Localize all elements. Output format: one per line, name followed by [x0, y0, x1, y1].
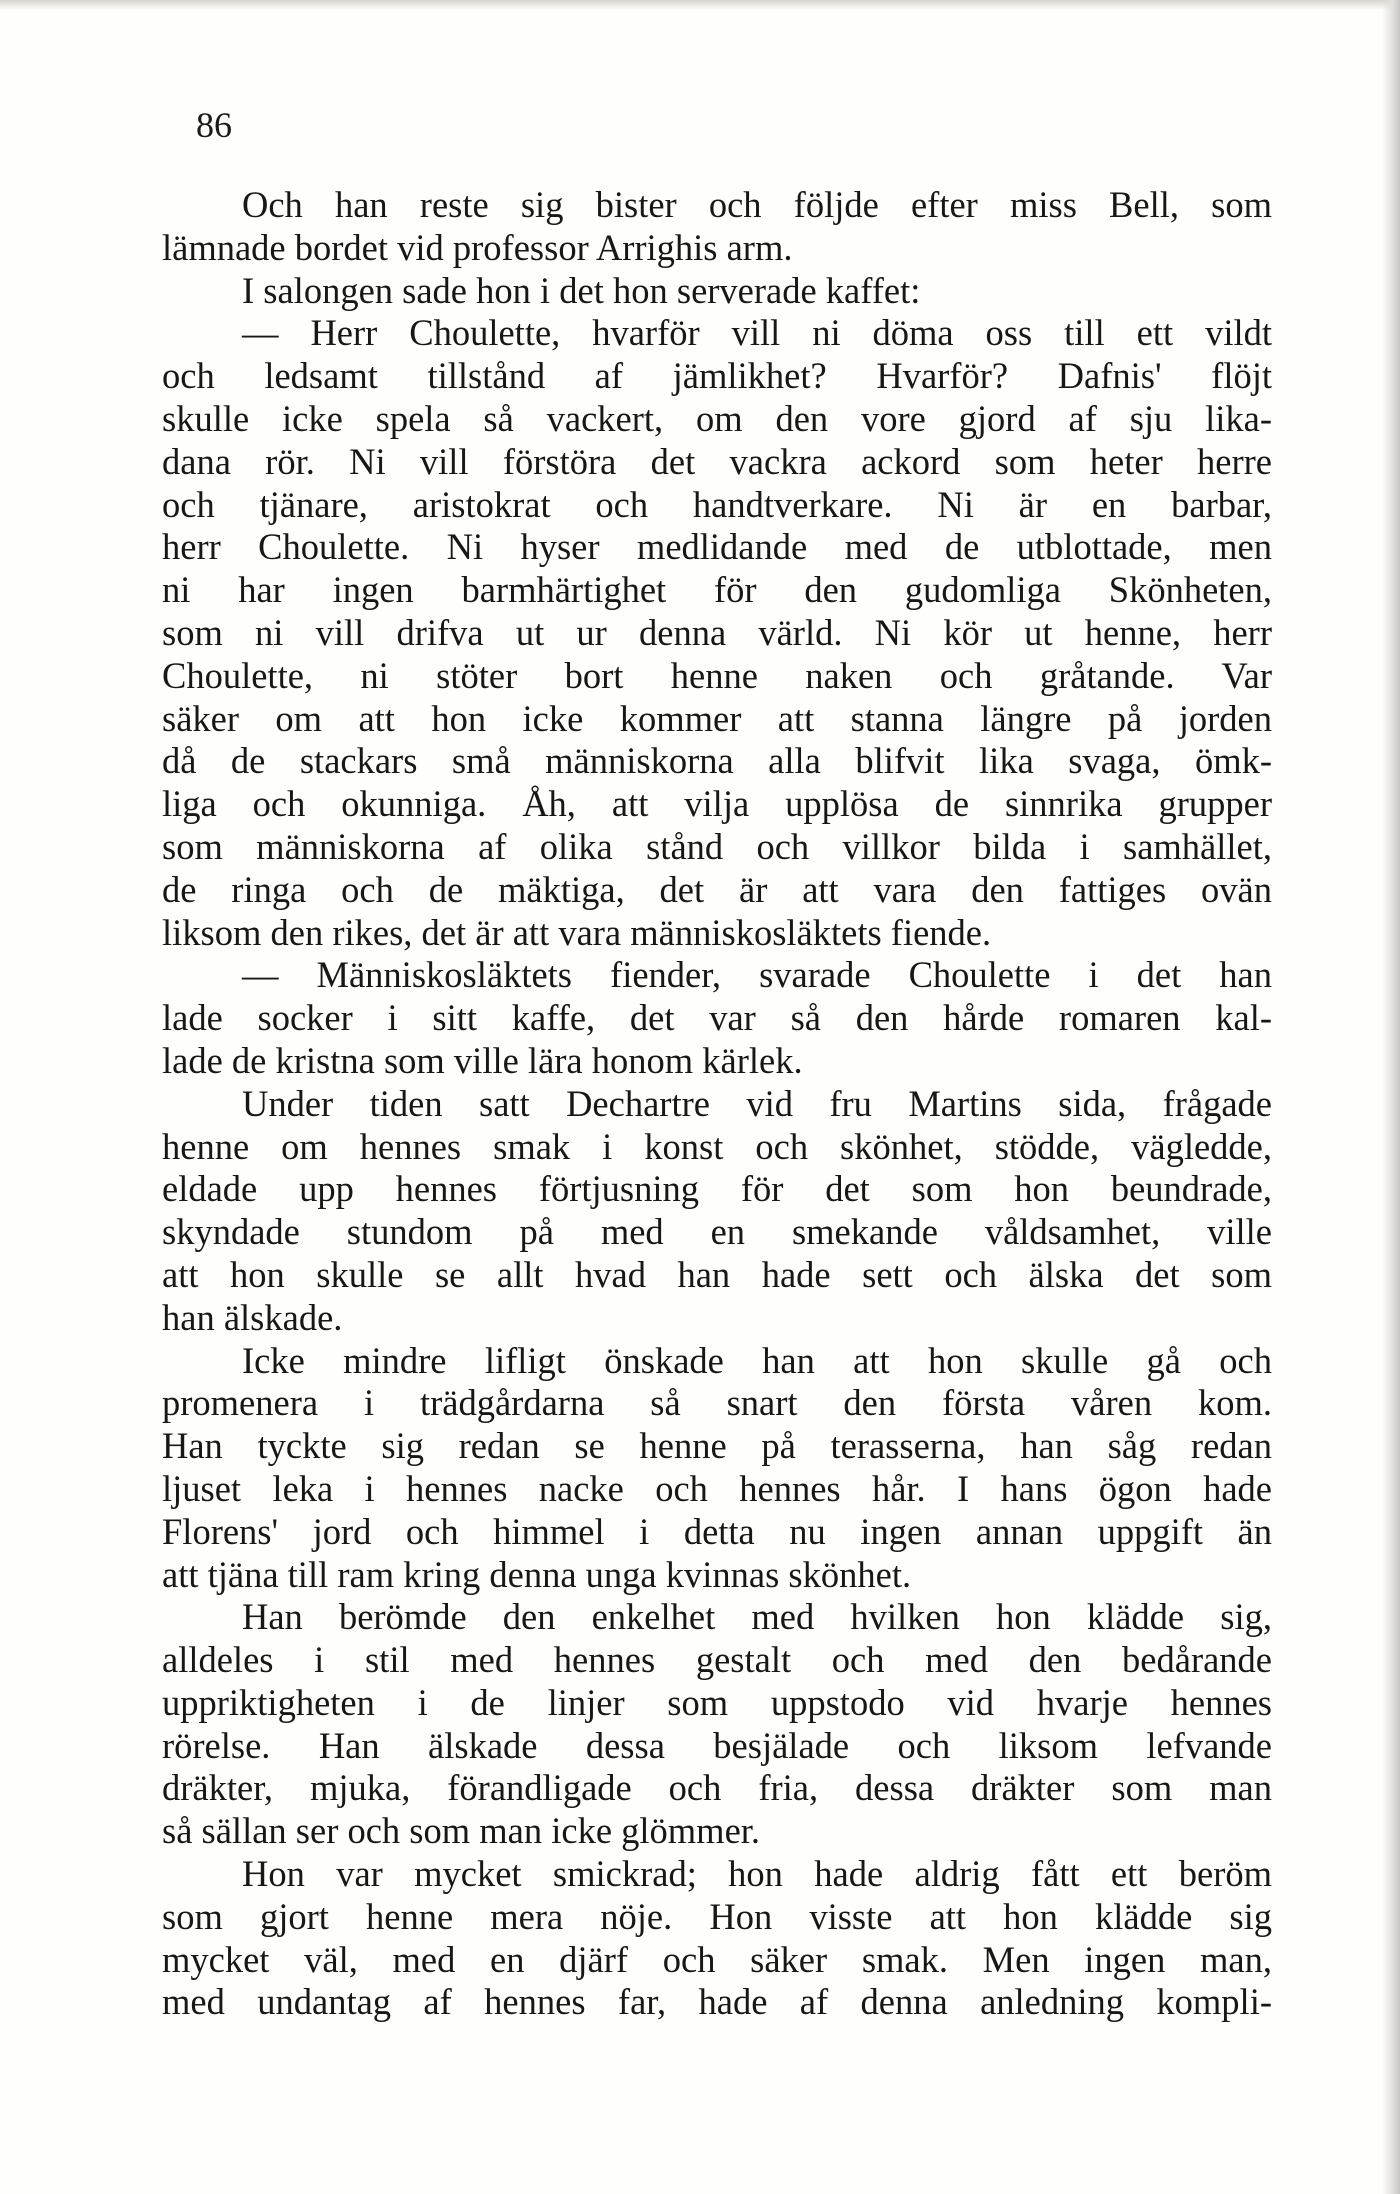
text-line: Choulette, ni stöter bort henne naken och gråtande. Var [162, 654, 1272, 696]
text-line: herr Choulette. Ni hyser medlidande med de utblottade, men [162, 526, 1272, 568]
text-line: lade socker i sitt kaffe, det var så den hårde romaren kal- [162, 997, 1272, 1039]
text-line: liksom den rikes, det är att vara människosläktets fiende. [162, 911, 992, 953]
text-line: eldade upp hennes förtjusning för det som hon beundrade, [162, 1168, 1272, 1210]
text-line: ni har ingen barmhärtighet för den gudomliga Skönheten, [162, 569, 1272, 611]
text-line: så sällan ser och som man icke glömmer. [162, 1810, 761, 1852]
text-line: Och han reste sig bister och följde efter miss Bell, som [242, 184, 1272, 225]
text-line: mycket väl, med en djärf och säker smak. Men ingen man, [162, 1938, 1272, 1980]
text-line: han älskade. [162, 1296, 343, 1338]
text-line: promenera i trädgårdarna så snart den första våren kom. [162, 1382, 1272, 1424]
page-number: 86 [196, 105, 232, 145]
paragraph [162, 270, 1272, 313]
text-line: uppriktigheten i de linjer som uppstodo vid hvarje hennes [162, 1681, 1272, 1723]
text-line: I salongen sade hon i det hon serverade kaffet: [242, 269, 921, 311]
paragraph [162, 1853, 1272, 2024]
text-line: — Herr Choulette, hvarför vill ni döma oss till ett vildt [242, 312, 1272, 354]
text-line: att hon skulle se allt hvad han hade sett och älska det som [162, 1253, 1272, 1295]
text-line: som ni vill drifva ut ur denna värld. Ni kör ut henne, herr [162, 611, 1272, 653]
text-line: dräkter, mjuka, förandligade och fria, dessa dräkter som man [162, 1767, 1272, 1809]
text-line: liga och okunniga. Åh, att vilja upplösa de sinnrika grupper [162, 783, 1272, 825]
text-line: att tjäna till ram kring denna unga kvinnas skönhet. [162, 1553, 912, 1595]
paragraph [162, 184, 1272, 270]
text-line: skulle icke spela så vackert, om den vore gjord af sju lika- [162, 397, 1272, 439]
text-line: som människorna af olika stånd och villkor bilda i samhället, [162, 825, 1272, 867]
text-line: då de stackars små människorna alla blifvit lika svaga, ömk- [162, 740, 1272, 782]
text-line: henne om hennes smak i konst och skönhet, stödde, vägledde, [162, 1125, 1272, 1167]
paragraph [162, 312, 1272, 954]
text-line: Han tyckte sig redan se henne på terasserna, han såg redan [162, 1425, 1272, 1467]
text-line: skyndade stundom på med en smekande våldsamhet, ville [162, 1211, 1272, 1253]
text-line: Icke mindre lifligt önskade han att hon skulle gå och [242, 1339, 1272, 1381]
text-line: och tjänare, aristokrat och handtverkare. Ni är en barbar, [162, 483, 1272, 525]
paragraph [162, 1340, 1272, 1597]
paragraph [162, 954, 1272, 1082]
page-right-edge [1382, 0, 1400, 2194]
text-line: ljuset leka i hennes nacke och hennes hår. I hans ögon hade [162, 1467, 1272, 1509]
text-line: Hon var mycket smickrad; hon hade aldrig fått ett beröm [242, 1853, 1272, 1895]
page-top-edge [0, 0, 1400, 10]
paragraph [162, 1596, 1272, 1853]
text-line: som gjort henne mera nöje. Hon visste att hon klädde sig [162, 1895, 1272, 1937]
text-line: de ringa och de mäktiga, det är att vara den fattiges ovän [162, 868, 1272, 910]
text-line: Under tiden satt Dechartre vid fru Martins sida, frågade [242, 1082, 1272, 1124]
text-line: och ledsamt tillstånd af jämlikhet? Hvarför? Dafnis' flöjt [162, 355, 1272, 397]
paragraph [162, 1083, 1272, 1340]
text-line: lämnade bordet vid professor Arrighis arm. [162, 226, 793, 268]
text-line: — Människosläktets fiender, svarade Choulette i det han [242, 954, 1272, 996]
text-line: lade de kristna som ville lära honom kärlek. [162, 1039, 803, 1081]
text-line: med undantag af hennes far, hade af denna anledning kompli- [162, 1981, 1272, 2023]
text-line: rörelse. Han älskade dessa besjälade och liksom lefvande [162, 1724, 1272, 1766]
body-text [162, 184, 1272, 2024]
text-line: säker om att hon icke kommer att stanna längre på jorden [162, 697, 1272, 739]
text-line: Han berömde den enkelhet med hvilken hon klädde sig, [242, 1596, 1272, 1638]
text-line: alldeles i stil med hennes gestalt och med den bedårande [162, 1639, 1272, 1681]
text-line: dana rör. Ni vill förstöra det vackra ackord som heter herre [162, 440, 1272, 482]
text-line: Florens' jord och himmel i detta nu ingen annan uppgift än [162, 1510, 1272, 1552]
